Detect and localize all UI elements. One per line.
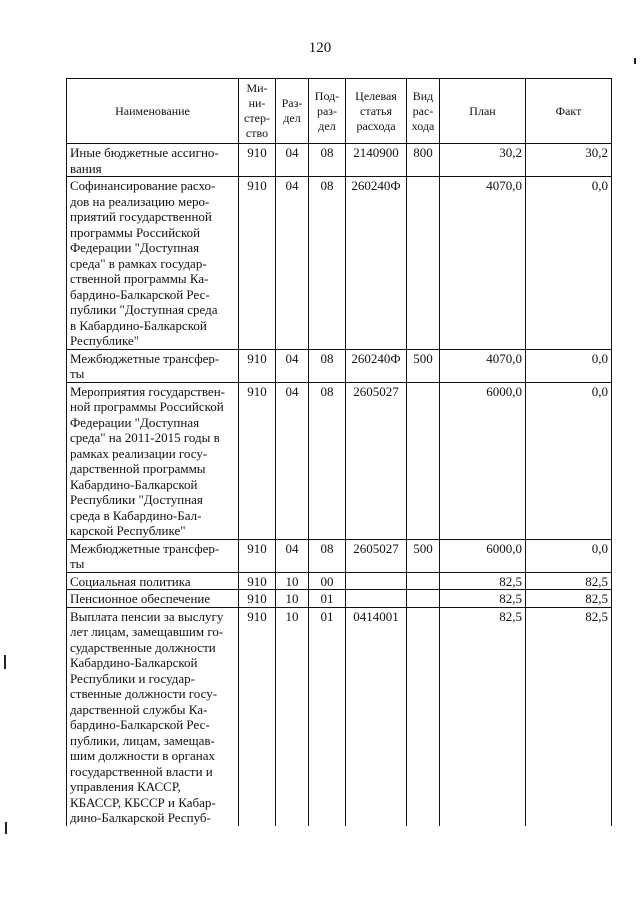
cell-expense-type <box>407 590 440 608</box>
scan-artifact <box>5 822 7 834</box>
cell-expense-type <box>407 177 440 350</box>
cell-ministry: 910 <box>239 572 276 590</box>
cell-name: Пенсионное обеспечение <box>67 590 239 608</box>
table-row <box>67 539 612 572</box>
cell-section: 04 <box>276 144 309 177</box>
cell-fact: 0,0 <box>526 539 612 572</box>
cell-section: 04 <box>276 539 309 572</box>
table-row <box>67 572 612 590</box>
cell-subsection: 08 <box>309 177 346 350</box>
table-row <box>67 349 612 382</box>
cell-expense-type: 500 <box>407 349 440 382</box>
cell-subsection: 01 <box>309 607 346 826</box>
cell-expense-type: 800 <box>407 144 440 177</box>
header-plan: План <box>440 79 526 144</box>
cell-subsection: 00 <box>309 572 346 590</box>
cell-fact: 82,5 <box>526 572 612 590</box>
cell-section: 04 <box>276 177 309 350</box>
cell-target: 260240Ф <box>346 177 407 350</box>
cell-plan: 4070,0 <box>440 177 526 350</box>
cell-target <box>346 572 407 590</box>
cell-target: 0414001 <box>346 607 407 826</box>
cell-plan: 30,2 <box>440 144 526 177</box>
cell-ministry: 910 <box>239 177 276 350</box>
cell-name: Социальная политика <box>67 572 239 590</box>
scan-artifact <box>4 655 6 669</box>
cell-ministry: 910 <box>239 607 276 826</box>
cell-plan: 82,5 <box>440 590 526 608</box>
cell-plan: 6000,0 <box>440 539 526 572</box>
table-row <box>67 144 612 177</box>
cell-name: Межбюджетные трансфер- ты <box>67 539 239 572</box>
table-row <box>67 607 612 826</box>
cell-expense-type: 500 <box>407 539 440 572</box>
budget-table <box>66 78 612 826</box>
cell-ministry: 910 <box>239 382 276 539</box>
header-subsection: Под- раз- дел <box>309 79 346 144</box>
cell-name: Мероприятия государствен- ной программы Российской Федерации "Доступная среда" на 2011-2015 годы в рамках реализации госу- дарственной программы Кабардино-Балкарской Республики "Доступная среда в Кабардино-Бал- карской Республике" <box>67 382 239 539</box>
cell-section: 04 <box>276 349 309 382</box>
cell-plan: 4070,0 <box>440 349 526 382</box>
cell-subsection: 01 <box>309 590 346 608</box>
header-target: Целевая статья расхода <box>346 79 407 144</box>
cell-subsection: 08 <box>309 382 346 539</box>
cell-target <box>346 590 407 608</box>
cell-name: Иные бюджетные ассигно- вания <box>67 144 239 177</box>
cell-section: 10 <box>276 607 309 826</box>
cell-ministry: 910 <box>239 539 276 572</box>
cell-subsection: 08 <box>309 349 346 382</box>
cell-fact: 82,5 <box>526 607 612 826</box>
table-row <box>67 590 612 608</box>
table-row <box>67 382 612 539</box>
table-body <box>67 144 612 826</box>
cell-section: 04 <box>276 382 309 539</box>
cell-name: Софинансирование расхо- дов на реализацию меро- приятий государственной программы Российской Федерации "Доступная среда" в рамках государ- ственной программы Ка- бардино-Балкарской Рес- публики "Доступная среда в Кабардино-Балкарской Республике" <box>67 177 239 350</box>
cell-subsection: 08 <box>309 539 346 572</box>
cell-ministry: 910 <box>239 144 276 177</box>
cell-plan: 6000,0 <box>440 382 526 539</box>
cell-expense-type <box>407 382 440 539</box>
cell-section: 10 <box>276 590 309 608</box>
cell-fact: 0,0 <box>526 349 612 382</box>
cell-target: 2140900 <box>346 144 407 177</box>
table-header-row <box>67 79 612 144</box>
cell-target: 2605027 <box>346 539 407 572</box>
cell-expense-type <box>407 572 440 590</box>
header-fact: Факт <box>526 79 612 144</box>
cell-fact: 30,2 <box>526 144 612 177</box>
cell-ministry: 910 <box>239 349 276 382</box>
scan-artifact <box>634 58 636 64</box>
header-ministry: Ми- ни- стер- ство <box>239 79 276 144</box>
cell-name: Выплата пенсии за выслугу лет лицам, замещавшим го- сударственные должности Кабардино-Балкарской Республики и государ- ственные должности госу- дарственной службы Ка- бардино-Балкарской Рес- публики, лицам, замещав- шим должности в органах государственной власти и управления КАССР, КБАССР, КБССР и Кабар- дино-Балкарской Респуб- <box>67 607 239 826</box>
cell-name: Межбюджетные трансфер- ты <box>67 349 239 382</box>
cell-expense-type <box>407 607 440 826</box>
cell-ministry: 910 <box>239 590 276 608</box>
cell-target: 2605027 <box>346 382 407 539</box>
header-name: Наименование <box>67 79 239 144</box>
table-row <box>67 177 612 350</box>
page-number: 120 <box>308 40 332 56</box>
cell-target: 260240Ф <box>346 349 407 382</box>
cell-fact: 0,0 <box>526 382 612 539</box>
header-expense-type: Вид рас- хода <box>407 79 440 144</box>
cell-section: 10 <box>276 572 309 590</box>
cell-fact: 82,5 <box>526 590 612 608</box>
cell-plan: 82,5 <box>440 572 526 590</box>
cell-subsection: 08 <box>309 144 346 177</box>
cell-fact: 0,0 <box>526 177 612 350</box>
header-section: Раз- дел <box>276 79 309 144</box>
cell-plan: 82,5 <box>440 607 526 826</box>
